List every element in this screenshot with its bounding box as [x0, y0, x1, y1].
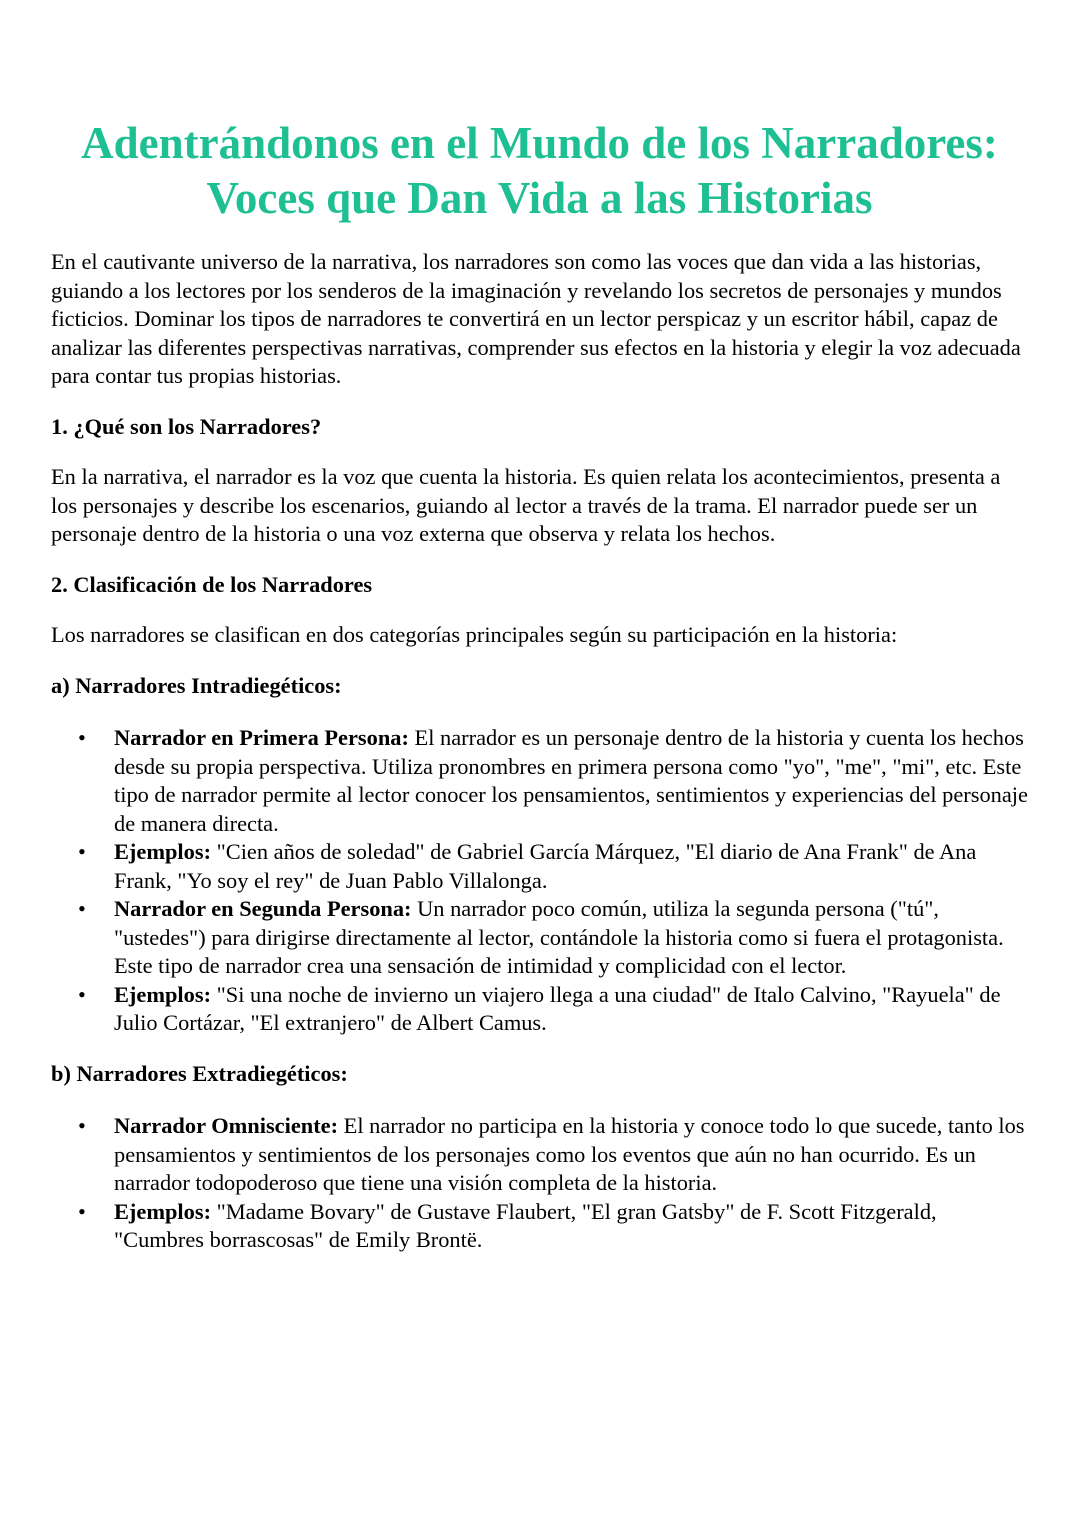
- intro-paragraph: En el cautivante universo de la narrativa, los narradores son como las voces que dan vida a las historias, guiando a los lectores por los senderos de la imaginación y revelando los secretos de personajes y mundos ficticios. Dominar los tipos de narradores te convertirá en un lector perspicaz y un escritor hábil, capaz de analizar las diferentes perspectivas narrativas, comprender sus efectos en la historia y elegir la voz adecuada para contar tus propias historias.: [51, 249, 1021, 388]
- page-title-line-1: Adentrándonos en el Mundo de los Narradores:: [81, 118, 998, 168]
- section-1-paragraph: En la narrativa, el narrador es la voz que cuenta la historia. Es quien relata los acontecimientos, presenta a los personajes y describe los escenarios, guiando al lector a través de la trama. El narrador puede ser un personaje dentro de la historia o una voz externa que observa y relata los hechos.: [51, 464, 1001, 546]
- list-item-text: "Madame Bovary" de Gustave Flaubert, "El gran Gatsby" de F. Scott Fitzgerald, "Cumbres borrascosas" de Emily Brontë.: [114, 1198, 937, 1252]
- list-item-term: Ejemplos:: [114, 839, 212, 864]
- list-item-term: Narrador en Segunda Persona:: [114, 896, 412, 921]
- list-item: [78, 1198, 1028, 1255]
- list-item: [78, 838, 1028, 895]
- bullet-icon: •: [78, 839, 86, 864]
- bullet-icon: •: [78, 981, 86, 1007]
- bullet-icon: •: [78, 896, 86, 921]
- list-item: [78, 895, 1028, 981]
- list-item-term: Ejemplos:: [114, 981, 212, 1007]
- bullet-icon: •: [78, 1113, 86, 1138]
- page-title-line-2: Voces que Dan Vida a las Historias: [206, 173, 873, 223]
- list-item-text: El narrador es un personaje dentro de la historia y cuenta los hechos desde su propia perspectiva. Utiliza pronombres en primera persona como "yo", "me", "mi", etc. Este tipo de narrador permite al lector conocer los pensamientos, sentimientos y experiencias del personaje de manera directa.: [114, 725, 1028, 836]
- subsection-b-heading: b) Narradores Extradiegéticos:: [51, 1060, 348, 1086]
- list-item-term: Ejemplos:: [114, 1198, 212, 1224]
- subsection-a-heading: a) Narradores Intradiegéticos:: [51, 672, 342, 698]
- bullet-icon: •: [78, 725, 86, 750]
- page-title: [51, 116, 1028, 226]
- list-item-text: El narrador no participa en la historia y conoce todo lo que sucede, tanto los pensamientos y sentimientos de los personajes como los eventos que aún no han ocurrido. Es un narrador todopoderoso que tiene una visión completa de la historia.: [114, 1113, 1025, 1195]
- section-2-paragraph: Los narradores se clasifican en dos categorías principales según su participación en la historia:: [51, 622, 898, 647]
- bullet-icon: •: [78, 1198, 86, 1224]
- list-item: [78, 981, 1028, 1038]
- list-item-text: "Cien años de soledad" de Gabriel García Márquez, "El diario de Ana Frank" de Ana Frank, "Yo soy el rey" de Juan Pablo Villalonga.: [114, 839, 977, 893]
- section-2-heading: 2. Clasificación de los Narradores: [51, 571, 373, 597]
- list-item-text: "Si una noche de invierno un viajero llega a una ciudad" de Italo Calvino, "Rayuela" de Julio Cortázar, "El extranjero" de Albert Camus.: [114, 981, 1001, 1035]
- section-1-heading: 1. ¿Qué son los Narradores?: [51, 413, 322, 439]
- subsection-a-list: [51, 724, 1028, 1038]
- list-item-text: Un narrador poco común, utiliza la segunda persona ("tú", "ustedes") para dirigirse directamente al lector, contándole la historia como si fuera el protagonista. Este tipo de narrador crea una sensación de intimidad y complicidad con el lector.: [114, 896, 1004, 978]
- list-item: [78, 1112, 1028, 1198]
- list-item-term: Narrador Omnisciente:: [114, 1113, 339, 1138]
- list-item-term: Narrador en Primera Persona:: [114, 725, 409, 750]
- list-item: [78, 724, 1028, 838]
- subsection-b-list: [51, 1112, 1028, 1255]
